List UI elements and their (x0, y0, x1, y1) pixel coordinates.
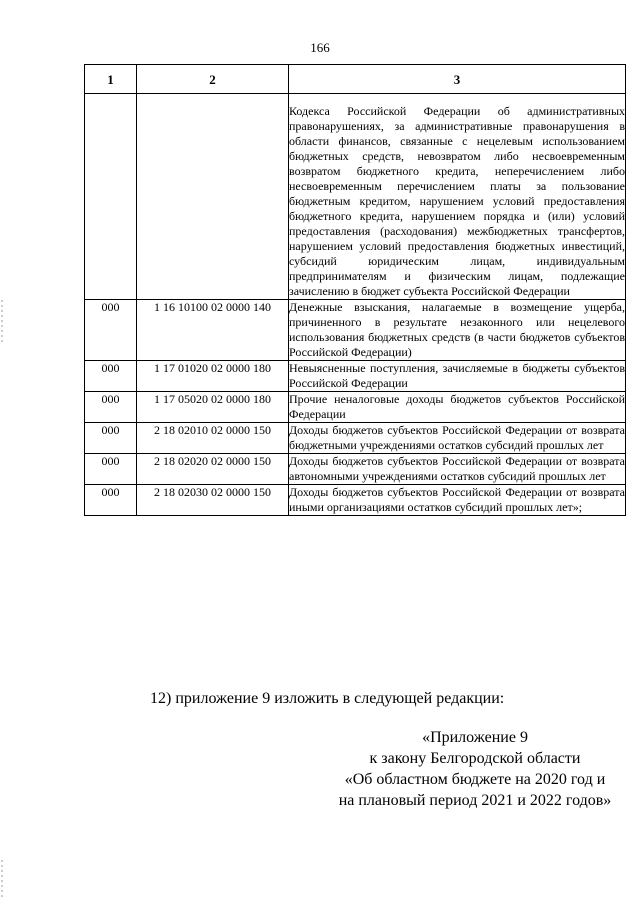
description-cell: Кодекса Российской Федерации об административных правонарушениях, за административные правонарушения в области финансов, связанные с нецелевым использованием бюджетных средств, невозвратом либо несвоевременным возвратом бюджетного кредита, неперечислением либо несвоевременным перечислением платы за пользование бюджетным кредитом, нарушением условий предоставления бюджетного кредита, нарушением порядка и (или) условий предоставления (расходования) межбюджетных трансфертов, нарушением условий предоставления бюджетных инвестиций, субсидий юридическим лицам, индивидуальным предпринимателям и физическим лицам, подлежащие зачислению в бюджет субъекта Российской Федерации (289, 94, 626, 300)
appendix-law-reference: к закону Белгородской области (369, 750, 581, 767)
admin-code-cell: 000 (85, 423, 137, 454)
description-cell: Доходы бюджетов субъектов Российской Федерации от возврата бюджетными учреждениями остатков субсидий прошлых лет (289, 423, 625, 452)
admin-code-cell: 000 (85, 392, 137, 423)
admin-code-cell: 000 (85, 485, 137, 516)
admin-code-cell (85, 94, 137, 300)
kbk-code-cell: 2 18 02020 02 0000 150 (137, 454, 289, 485)
table-row (85, 454, 626, 485)
kbk-code-cell: 2 18 02030 02 0000 150 (137, 485, 289, 516)
amendment-paragraph: 12) приложение 9 изложить в следующей редакции: (150, 690, 505, 707)
revenue-codes-table (84, 64, 626, 516)
table-row (85, 361, 626, 392)
table-row (85, 423, 626, 454)
kbk-code-cell: 2 18 02010 02 0000 150 (137, 423, 289, 454)
kbk-code-cell: 1 17 01020 02 0000 180 (137, 361, 289, 392)
admin-code-cell: 000 (85, 454, 137, 485)
kbk-code-cell: 1 16 10100 02 0000 140 (137, 300, 289, 361)
appendix-law-title-line1: «Об областном бюджете на 2020 год и (344, 771, 606, 788)
description-cell: Доходы бюджетов субъектов Российской Федерации от возврата иными организациями остатков субсидий прошлых лет»; (289, 485, 625, 514)
appendix-heading (300, 727, 640, 811)
appendix-law-title-line2: на плановый период 2021 и 2022 годов» (338, 792, 612, 809)
appendix-title: «Приложение 9 (422, 729, 528, 746)
kbk-code-cell (137, 94, 289, 300)
table-row (85, 392, 626, 423)
page-number: 166 (310, 40, 330, 55)
table-row (85, 94, 626, 300)
scan-margin-marks (0, 0, 8, 905)
description-cell: Доходы бюджетов субъектов Российской Федерации от возврата автономными учреждениями остатков субсидий прошлых лет (289, 454, 625, 483)
description-cell: Денежные взыскания, налагаемые в возмещение ущерба, причиненного в результате незаконного или нецелевого использования бюджетных средств (в части бюджетов субъектов Российской Федерации) (289, 300, 625, 359)
column-header-3: 3 (289, 65, 626, 94)
kbk-code-cell: 1 17 05020 02 0000 180 (137, 392, 289, 423)
column-header-1: 1 (85, 65, 137, 94)
table-header-row (85, 65, 626, 94)
admin-code-cell: 000 (85, 300, 137, 361)
table-row (85, 485, 626, 516)
column-header-2: 2 (137, 65, 289, 94)
admin-code-cell: 000 (85, 361, 137, 392)
description-cell: Невыясненные поступления, зачисляемые в бюджеты субъектов Российской Федерации (289, 361, 625, 390)
description-cell: Прочие неналоговые доходы бюджетов субъектов Российской Федерации (289, 392, 625, 421)
table-row (85, 300, 626, 361)
